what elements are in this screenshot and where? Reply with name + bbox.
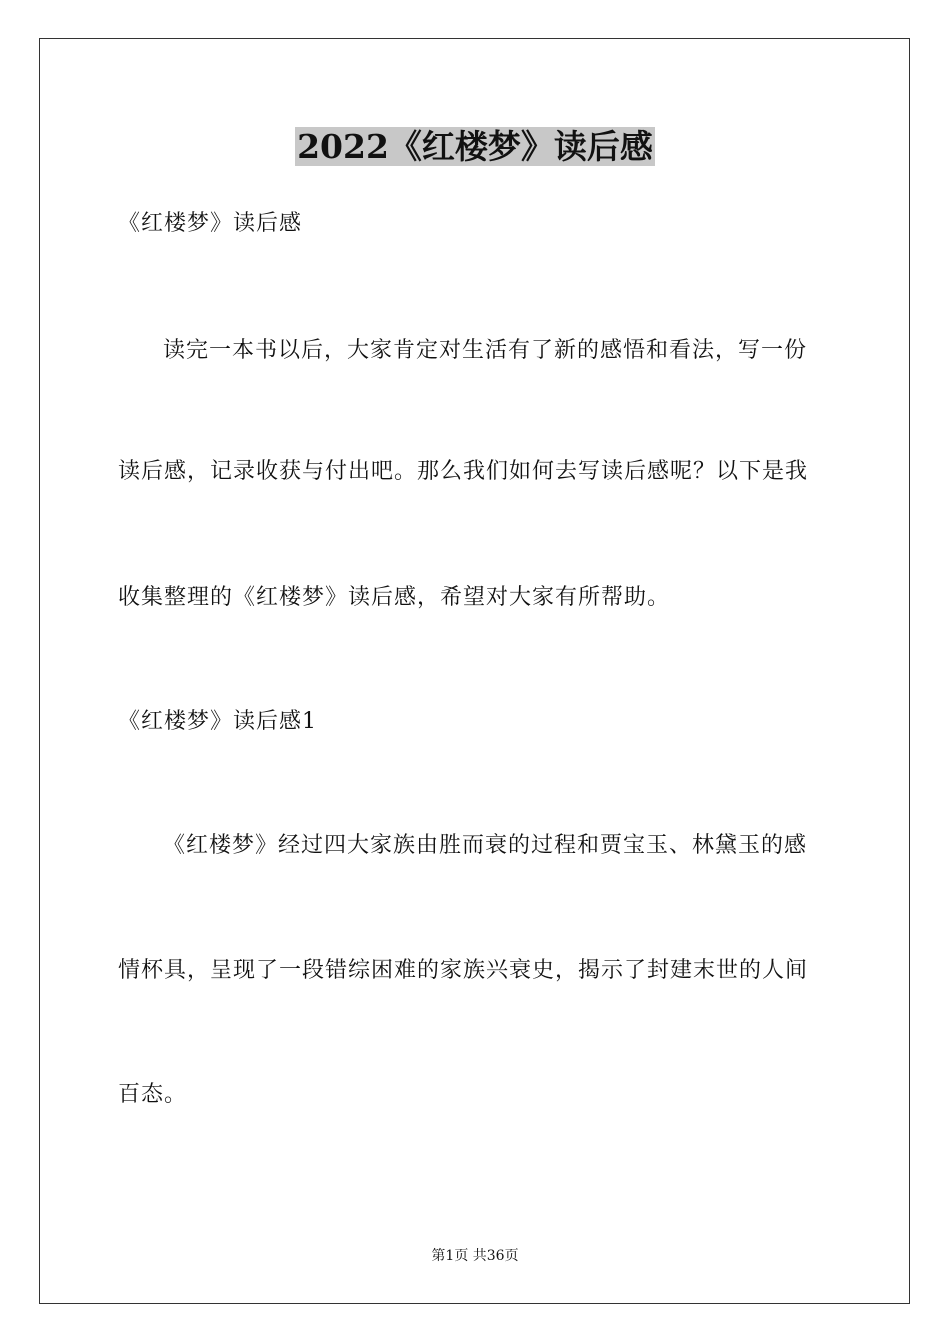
- body-line: 读完一本书以后，大家肯定对生活有了新的感悟和看法，写一份: [163, 338, 808, 363]
- document-title: [0, 124, 950, 170]
- body-line: 读后感，记录收获与付出吧。那么我们如何去写读后感呢？以下是我: [118, 459, 809, 484]
- document-title-text: 2022《红楼梦》读后感: [297, 127, 653, 166]
- body-line: 收集整理的《红楼梦》读后感，希望对大家有所帮助。: [118, 585, 671, 610]
- body-line: 《红楼梦》经过四大家族由胜而衰的过程和贾宝玉、林黛玉的感: [163, 833, 808, 858]
- body-line: 百态。: [118, 1082, 188, 1107]
- body-line: 情杯具，呈现了一段错综困难的家族兴衰史，揭示了封建末世的人间: [118, 958, 809, 983]
- page-footer: 第1页 共36页: [431, 1248, 519, 1264]
- section-heading: 《红楼梦》读后感1: [118, 709, 317, 734]
- subtitle-line: 《红楼梦》读后感: [118, 211, 303, 236]
